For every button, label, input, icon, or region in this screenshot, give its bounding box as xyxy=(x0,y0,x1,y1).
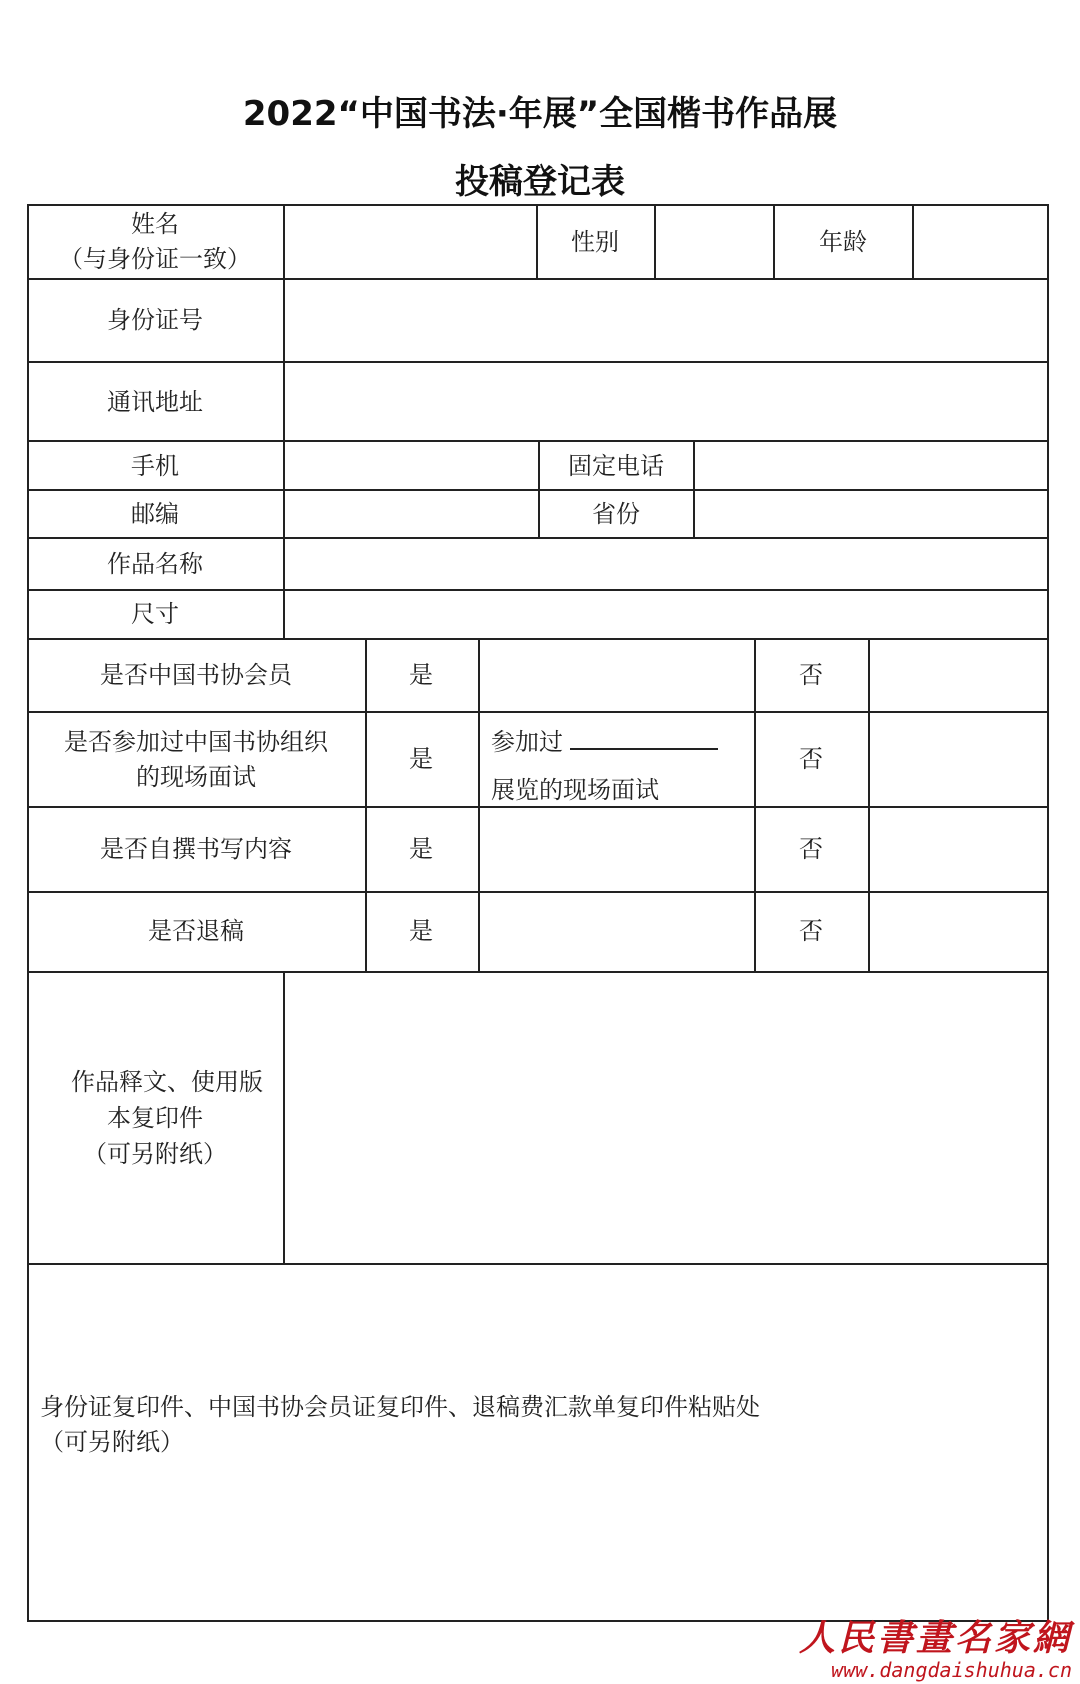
address-field[interactable] xyxy=(285,363,1047,440)
self-written-yes-field[interactable] xyxy=(480,808,754,891)
return-no-label: 否 xyxy=(799,917,823,945)
watermark-url: www.dangdaishuhua.cn xyxy=(831,1658,1072,1682)
size-field[interactable] xyxy=(285,591,1047,638)
return-no-field[interactable] xyxy=(870,893,1047,971)
postcode-field[interactable] xyxy=(285,491,538,537)
watermark xyxy=(799,1618,1072,1682)
address-label: 通讯地址 xyxy=(107,388,203,416)
paste-area-line2: （可另附纸） xyxy=(40,1428,184,1456)
text-label-line1: 作品释文、使用版 xyxy=(71,1068,263,1096)
interview-no-field[interactable] xyxy=(870,713,1047,806)
text-label-line3: （可另附纸） xyxy=(83,1140,227,1168)
work-text-field[interactable] xyxy=(285,973,1047,1263)
form-subtitle: 投稿登记表 xyxy=(455,162,625,202)
column-divider xyxy=(536,204,538,280)
self-written-question: 是否自撰书写内容 xyxy=(100,835,292,863)
return-yes-label: 是 xyxy=(409,917,433,945)
mobile-field[interactable] xyxy=(285,442,538,489)
paste-area-line1: 身份证复印件、中国书协会员证复印件、退稿费汇款单复印件粘贴处 xyxy=(40,1393,760,1421)
member-no-label: 否 xyxy=(799,661,823,689)
name-note: （与身份证一致） xyxy=(59,245,251,273)
form-title: 2022“中国书法·年展”全国楷书作品展 xyxy=(242,94,838,134)
column-divider xyxy=(538,440,540,539)
postcode-label: 邮编 xyxy=(131,500,179,528)
self-written-no-label: 否 xyxy=(799,835,823,863)
interview-question-line2: 的现场面试 xyxy=(136,763,256,791)
interview-detail-line1: 参加过 xyxy=(491,728,563,756)
interview-yes-label: 是 xyxy=(409,745,433,773)
id-number-field[interactable] xyxy=(285,280,1047,361)
member-question: 是否中国书协会员 xyxy=(100,661,292,689)
table-border-top xyxy=(27,204,1049,206)
age-label: 年龄 xyxy=(819,228,867,256)
interview-no-label: 否 xyxy=(799,745,823,773)
work-title-field[interactable] xyxy=(285,539,1047,589)
work-title-label: 作品名称 xyxy=(107,550,203,578)
table-border-right xyxy=(1047,204,1049,1622)
name-field[interactable] xyxy=(285,206,536,278)
interview-detail-line2: 展览的现场面试 xyxy=(491,776,659,804)
watermark-site-name: 人民書畫名家網 xyxy=(798,1617,1072,1659)
gender-label: 性别 xyxy=(571,228,619,256)
age-field[interactable] xyxy=(914,206,1047,278)
member-no-field[interactable] xyxy=(870,640,1047,711)
province-field[interactable] xyxy=(695,491,1047,537)
column-divider xyxy=(365,638,367,973)
interview-exhibition-blank[interactable] xyxy=(570,748,718,750)
interview-question-line1: 是否参加过中国书协组织 xyxy=(64,728,328,756)
column-divider xyxy=(754,638,756,973)
landline-field[interactable] xyxy=(695,442,1047,489)
landline-label: 固定电话 xyxy=(568,452,664,480)
mobile-label: 手机 xyxy=(131,452,179,480)
member-yes-label: 是 xyxy=(409,661,433,689)
table-border-left xyxy=(27,204,29,1622)
member-yes-field[interactable] xyxy=(480,640,754,711)
return-question: 是否退稿 xyxy=(148,917,244,945)
row-divider xyxy=(27,1263,1049,1265)
id-number-label: 身份证号 xyxy=(107,306,203,334)
size-label: 尺寸 xyxy=(131,600,179,628)
gender-field[interactable] xyxy=(656,206,773,278)
name-label: 姓名 xyxy=(131,210,179,238)
text-label-line2: 本复印件 xyxy=(107,1104,203,1132)
self-written-yes-label: 是 xyxy=(409,835,433,863)
province-label: 省份 xyxy=(592,500,640,528)
self-written-no-field[interactable] xyxy=(870,808,1047,891)
column-divider xyxy=(773,204,775,280)
return-yes-field[interactable] xyxy=(480,893,754,971)
